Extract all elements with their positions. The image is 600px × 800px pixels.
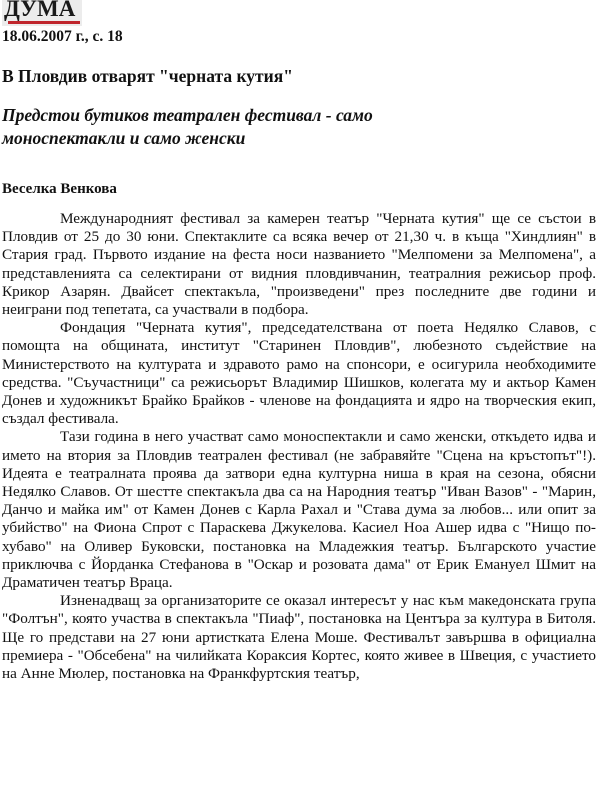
article-headline: В Пловдив отварят "черната кутия" (2, 66, 293, 86)
logo-text: ДУМА (4, 0, 76, 21)
article-author: Веселка Венкова (2, 181, 117, 197)
article-paragraph: Тази година в него участват само моноспектакли и само женски, откъдето идва и името на втория за Пловдив театрален фестивал (не забравяйте "Сцена на кръстопът"!). Идеята е театралната проява да затвори една културна ниша в края на сезона, обясни Недялко Славов. От шестте спектакъла два са на Народния театър "Иван Вазов" - "Марин, Данчо и майка им" от Камен Донев с Карла Рахал и "Става дума за любов... или опит за убийство" на Фиона Спрот с Параскева Джукелова. Касиел Ноа Ашер идва с "Нищо по-хубаво" на Оливер Буковски, постановка на Младежкия театър. Българското участие приключва с Йорданка Стефанова в "Оскар и розовата дама" от Ерик Емануел Шмит на Драматичен театър Враца. (2, 428, 596, 592)
article-paragraph: Фондация "Черната кутия", председателствана от поета Недялко Славов, с помощта на общината, институт "Старинен Пловдив", любезното съдействие на Министерството на културата и здравото рамо на спонсори, е осигурила необходимите средства. "Съучастници" са режисьорът Владимир Шишков, колегата му и актьор Камен Донев и художникът Брайко Брайков - членове на фондацията и ядро на творческия екип, създал фестивала. (2, 319, 596, 428)
article-paragraph: Международният фестивал за камерен театър "Черната кутия" ще се състои в Пловдив от 25 до 30 юни. Спектаклите са всяка вечер от 21,30 ч. в къща "Хиндлиян" в Стария град. Първото издание на феста носи названието "Мелпомени за Мелпомена", а представленията са селектирани от видния пловдивчанин, театралния режисьор проф. Крикор Азарян. Двайсет спектакъла, "произведени" през последните две години и неиграни под тепетата, са участвали в подбора. (2, 210, 596, 319)
dateline: 18.06.2007 г., с. 18 (2, 28, 123, 45)
article-body (2, 210, 596, 683)
logo-underline-bar (8, 21, 80, 24)
publication-logo (2, 0, 82, 26)
article-subheadline: Предстои бутиков театрален фестивал - само моноспектакли и само женски (2, 105, 373, 148)
article-paragraph: Изненадващ за организаторите се оказал интересът у нас към македонската група "Фолтън", която участва в спектакъла "Пиаф", постановка на Центъра за култура в Битоля. Ще го представи на 27 юни артистката Елена Моше. Фестивалът завършва в официална премиера - "Обсебена" на чилийката Кораксия Кортес, която живее в Швеция, с участието на Анне Мюлер, постановка на Франкфуртския театър, (2, 592, 596, 683)
